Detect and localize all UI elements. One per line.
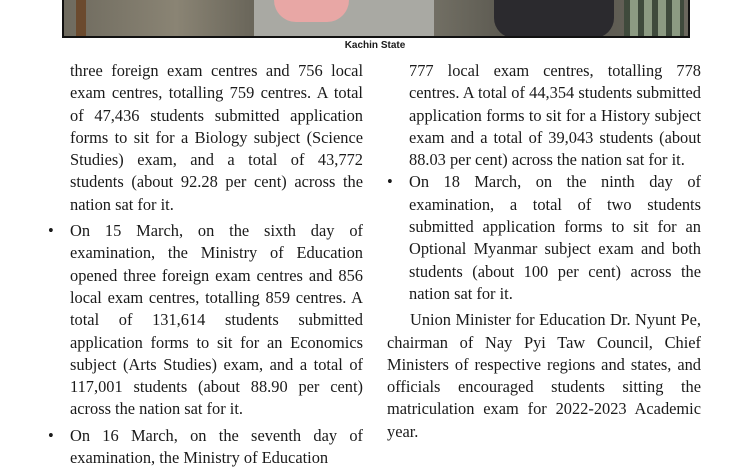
- photo-student-right: [494, 0, 614, 38]
- photo-student-left: [274, 0, 349, 22]
- article-photo: [62, 0, 690, 38]
- photo-caption: Kachin State: [344, 40, 406, 51]
- photo-window-bars: [624, 0, 684, 38]
- left-column: [70, 60, 363, 469]
- bullet-18-march: • On 18 March, on the ninth day of examination, a total of two students submitted application forms to sit for an Optional Myanmar subject exam and both students (about 100 per cent) across the nation sat for it.: [409, 171, 701, 305]
- bullet-15-march: • On 15 March, on the sixth day of examination, the Ministry of Education opened three foreign exam centres and 856 local exam centres, totalling 859 centres. A total of 131,614 students submitted application forms to sit for an Economics subject (Arts Studies) exam, and a total of 117,001 students (about 88.90 per cent) across the nation sat for it.: [70, 220, 363, 421]
- bullet-16-march: • On 16 March, on the seventh day of examination, the Ministry of Education: [70, 425, 363, 469]
- right-column: [387, 60, 701, 443]
- left-paragraph-continued: three foreign exam centres and 756 local exam centres, totalling 759 centres. A total of 47,436 students submitted application forms to sit for a Biology subject (Science Studies) exam, and a total of 43,772 students (about 92.28 per cent) across the nation sat for it.: [70, 61, 363, 214]
- photo-chair-leg: [76, 0, 86, 38]
- right-paragraph-continued: 777 local exam centres, totalling 778 centres. A total of 44,354 students submitted application forms to sit for a History subject exam and a total of 39,043 students (about 88.03 per cent) across the nation sat for it.: [409, 61, 701, 170]
- closing-paragraph: Union Minister for Education Dr. Nyunt Pe, chairman of Nay Pyi Taw Council, Chief Ministers of respective regions and states, and officials encouraged students sitting the matriculation exam for 2022-2023 Academic year.: [387, 310, 701, 441]
